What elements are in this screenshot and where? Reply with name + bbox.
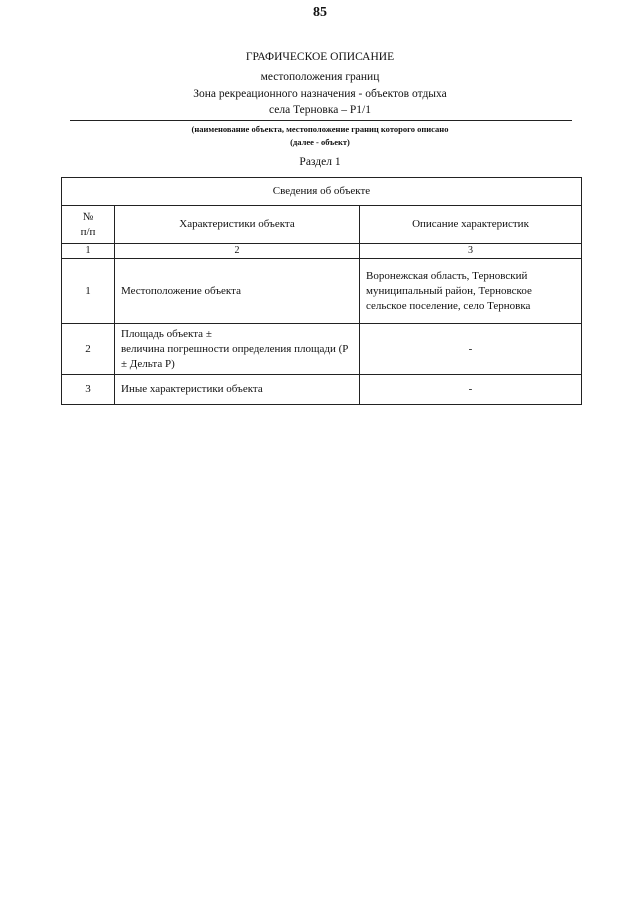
document-subtitle-line-3: села Терновка – Р1/1 [269, 104, 371, 116]
row-number: 3 [62, 375, 115, 405]
page-number: 85 [313, 5, 327, 20]
table-column-numbers-row [62, 244, 582, 259]
header-description: Описание характеристик [360, 206, 582, 244]
title-underline [70, 120, 572, 121]
object-info-table [61, 177, 582, 405]
table-row [62, 259, 582, 324]
header-characteristic: Характеристики объекта [115, 206, 360, 244]
section-title: Раздел 1 [299, 156, 341, 168]
row-number: 2 [62, 324, 115, 375]
column-number-1: 1 [62, 244, 115, 259]
row-characteristic: Площадь объекта ± величина погрешности определения площади (Р ± Дельта Р) [115, 324, 360, 375]
row-description: - [360, 324, 582, 375]
column-number-3: 3 [360, 244, 582, 259]
caption-line-2: (далее - объект) [290, 137, 350, 147]
row-description: - [360, 375, 582, 405]
table-row [62, 375, 582, 405]
table-title-row [62, 178, 582, 206]
table-row [62, 324, 582, 375]
header-number: № п/п [62, 206, 115, 244]
column-number-2: 2 [115, 244, 360, 259]
row-number: 1 [62, 259, 115, 324]
table-title: Сведения об объекте [62, 178, 582, 206]
row-description: Воронежская область, Терновский муниципальный район, Терновское сельское поселение, село Терновка [360, 259, 582, 324]
document-title: ГРАФИЧЕСКОЕ ОПИСАНИЕ [245, 51, 395, 63]
caption-line-1: (наименование объекта, местоположение границ которого описано [191, 124, 449, 134]
row-characteristic: Местоположение объекта [115, 259, 360, 324]
document-subtitle-line-1: местоположения границ [260, 71, 380, 83]
table-header-row [62, 206, 582, 244]
row-characteristic: Иные характеристики объекта [115, 375, 360, 405]
document-subtitle-line-2: Зона рекреационного назначения - объектов отдыха [193, 88, 447, 100]
